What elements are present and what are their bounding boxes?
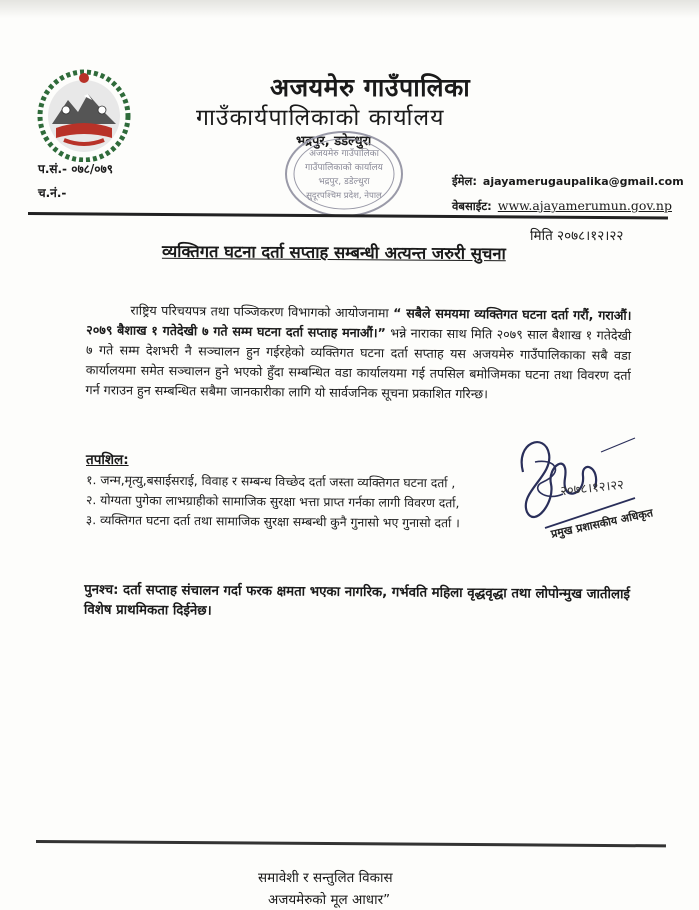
footer-motto-line-1: समावेशी र सन्तुलित विकास: [258, 870, 393, 886]
postscript-note: पुनश्च: दर्ता सप्ताह संचालन गर्दा फरक क्षमता भएका नागरिक, गर्भवति महिला वृद्धवृद्धा तथा लोपोन्मुख जातीलाई विशेष प्राथमिकता दिईनेछ।: [83, 582, 631, 620]
details-heading: तपशिल:: [86, 452, 129, 468]
municipality-title: अजयमेरु गाउँपालिका: [270, 73, 471, 102]
signature-date: २०७८।१२।२२: [559, 477, 625, 500]
signature-title: प्रमुख प्रशासकीय अधिकृत: [549, 506, 655, 541]
list-item: २. योग्यता पुगेका लाभग्राहीको सामाजिक सुरक्षा भत्ता प्राप्त गर्नका लागी विवरण दर्ता,: [85, 493, 460, 511]
stamp-line-1: अजयमेरु गाउँपालिका: [309, 149, 379, 159]
email-label: ईमेल:: [452, 174, 477, 188]
dispatch-number: च.नं.-: [38, 186, 67, 200]
website-label: वेबसाईट:: [452, 199, 492, 213]
list-item: १. जन्म,मृत्यु,बसाईसराई, विवाह र सम्बन्ध विच्छेद दर्ता जस्ता व्यक्तिगत घटना दर्ता ,: [86, 473, 456, 491]
notice-body: [85, 300, 631, 406]
list-item: ३. व्यक्तिगत घटना दर्ता तथा सामाजिक सुरक्षा सम्बन्धी कुनै गुनासो भए गुनासो दर्ता ।: [85, 513, 460, 531]
reference-number: प.सं.- ०७८/०७९: [38, 162, 114, 176]
office-name: गाउँकार्यपालिकाको कार्यालय: [196, 105, 445, 131]
details-list: [86, 470, 527, 534]
website-row: [452, 198, 672, 214]
office-stamp: [282, 128, 406, 220]
body-slogan: “ सबैले समयमा व्यक्तिगत घटना दर्ता गरौं, गराऔं। २०७९ बैशाख १ गतेदेखी ७ गते सम्म घटना दर्ता सप्ताह मनाऔं।”: [86, 304, 632, 340]
email-row: [452, 174, 684, 189]
nepal-emblem-logo: [36, 66, 132, 162]
footer-motto-line-2: अजयमेरुको मूल आधार”: [268, 892, 391, 908]
body-details: भन्ने नाराका साथ मिति २०७९ साल बैशाख १ गतेदेखी ७ गते सम्म देशभरी नै सञ्चालन हुन गईरहेको व्यक्तिगत घटना दर्ता सप्ताह यस अजयमेरु गाउँपालिकाका सबै वडा कार्यालयमा समेत सञ्चालन हुने भएको हुँदा सम्बन्धित वडा कार्यालयमा गई तपसिल बमोजिमका घटना तथा विवरण दर्ता गर्न गराउन हुन सम्बन्धित सबैमा जानकारीका लागि यो सार्वजनिक सूचना प्रकाशित गरिन्छ।: [85, 324, 632, 401]
email-link[interactable]: ajayamerugaupalika@gmail.com: [482, 175, 684, 188]
scan-edge: [0, 0, 699, 18]
stamp-line-2: गाउँपालिकाको कार्यालय: [305, 163, 383, 173]
stamp-line-3: भद्रपुर, डडेल्धुरा: [318, 177, 370, 187]
notice-date: मिति २०७८।१२।२२: [530, 228, 624, 244]
footer-divider: [36, 840, 666, 847]
body-intro: राष्ट्रिय परिचयपत्र तथा पञ्जिकरण विभागको आयोजनामा: [130, 302, 394, 320]
website-link[interactable]: www.ajayamerumun.gov.np: [497, 198, 672, 213]
notice-subject: व्यक्तिगत घटना दर्ता सप्ताह सम्बन्धी अत्यन्त जरुरी सुचना: [161, 241, 506, 264]
office-address: भद्रपुर, डडेल्धुरा: [296, 134, 372, 149]
stamp-line-4: सुदूरपश्चिम प्रदेश, नेपाल: [306, 191, 382, 201]
